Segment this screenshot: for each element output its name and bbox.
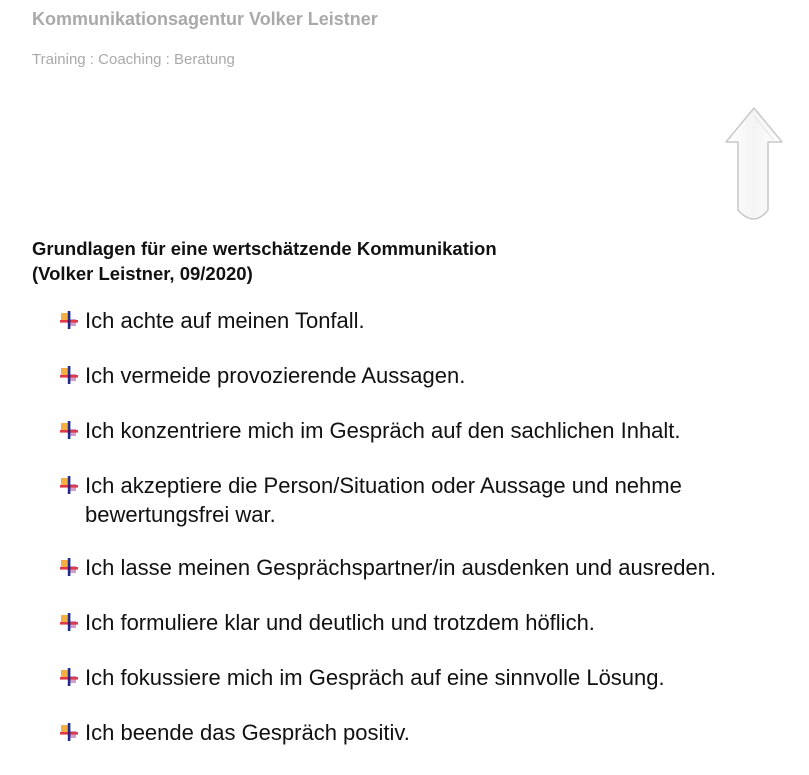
brand-tagline: Training : Coaching : Beratung xyxy=(32,51,235,68)
article-heading xyxy=(32,236,497,286)
plus-cross-bullet-icon xyxy=(59,420,79,440)
principle-item xyxy=(57,553,797,582)
plus-cross-bullet-icon xyxy=(59,475,79,495)
article-author-date: (Volker Leistner, 09/2020) xyxy=(32,263,253,284)
plus-cross-bullet-icon xyxy=(59,310,79,330)
principle-text: Ich achte auf meinen Tonfall. xyxy=(85,308,365,333)
principle-item xyxy=(57,306,797,335)
principle-text: Ich akzeptiere die Person/Situation oder Aussage und nehme bewertungsfrei war. xyxy=(85,473,682,527)
principle-text: Ich beende das Gespräch positiv. xyxy=(85,720,410,745)
brand-title: Kommunikationsagentur Volker Leistner xyxy=(32,9,378,29)
plus-cross-bullet-icon xyxy=(59,365,79,385)
principle-item xyxy=(57,471,797,529)
principle-text: Ich vermeide provozierende Aussagen. xyxy=(85,363,466,388)
plus-cross-bullet-icon xyxy=(59,612,79,632)
principle-text: Ich fokussiere mich im Gespräch auf eine sinnvolle Lösung. xyxy=(85,665,665,690)
plus-cross-bullet-icon xyxy=(59,722,79,742)
principle-item xyxy=(57,608,797,637)
principle-text: Ich formuliere klar und deutlich und trotzdem höflich. xyxy=(85,610,595,635)
principle-item xyxy=(57,361,797,390)
plus-cross-bullet-icon xyxy=(59,667,79,687)
principle-item xyxy=(57,718,797,747)
principle-text: Ich lasse meinen Gesprächspartner/in ausdenken und ausreden. xyxy=(85,555,717,580)
principle-text: Ich konzentriere mich im Gespräch auf den sachlichen Inhalt. xyxy=(85,418,681,443)
scroll-to-top-link[interactable] xyxy=(724,106,784,228)
principle-item xyxy=(57,416,797,445)
principle-item xyxy=(57,663,797,692)
up-arrow-icon xyxy=(724,106,784,228)
plus-cross-bullet-icon xyxy=(59,557,79,577)
article-title: Grundlagen für eine wertschätzende Kommunikation xyxy=(32,238,497,259)
